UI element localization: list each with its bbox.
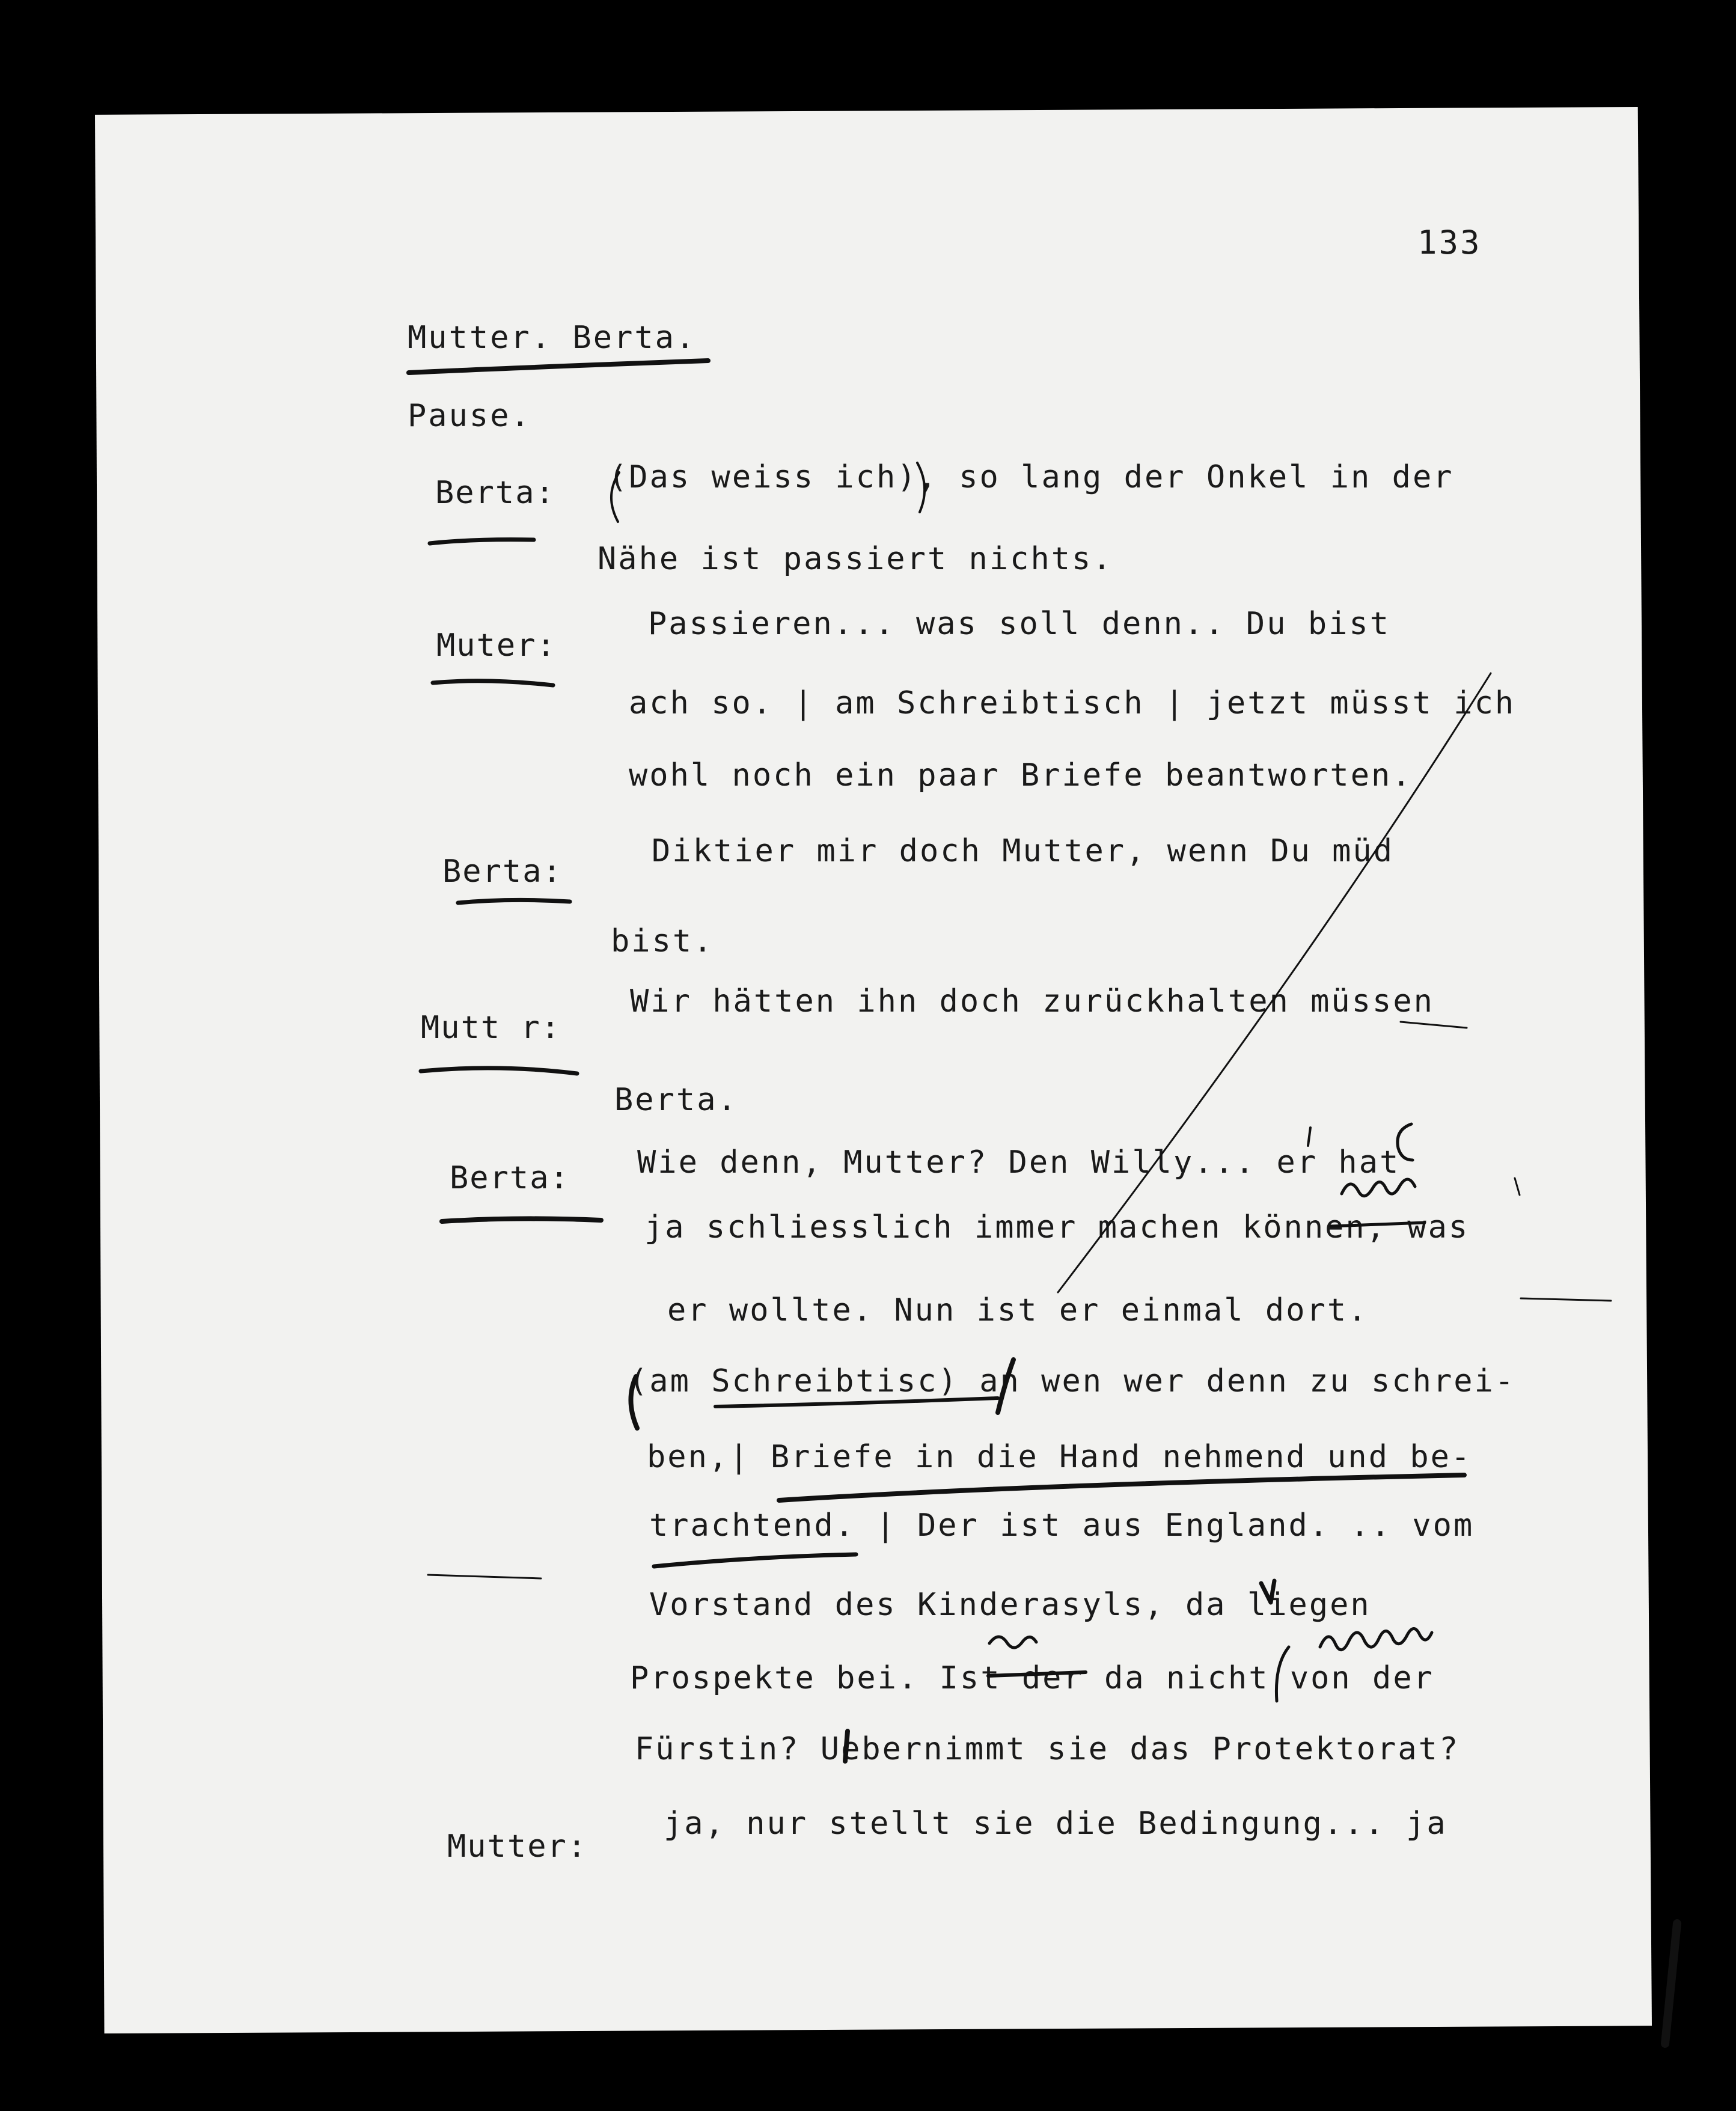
dialogue-line: Passieren... was soll denn.. Du bist [648,606,1391,642]
dialogue-line: Nähe ist passiert nichts. [598,541,1113,577]
dialogue-line: bist. [611,923,714,959]
dialogue-line: Wie denn, Mutter? Den Willy... er hat [637,1144,1401,1181]
dialogue-line: wohl noch ein paar Briefe beantworten. [629,757,1413,793]
dialogue-line: Diktier mir doch Mutter, wenn Du müd [652,833,1395,869]
dialogue-line: Prospekte bei. Ist der da nicht von der [630,1660,1434,1696]
speaker-label: Berta: [442,854,563,890]
speaker-label: Mutter: [447,1828,588,1865]
page-edge [1665,1923,1677,2044]
dialogue-line: Berta. [614,1082,738,1118]
speaker-label: Muter: [436,628,557,664]
speaker-label: Berta: [435,475,555,511]
dialogue-line: er wollte. Nun ist er einmal dort. [667,1292,1369,1328]
stage-direction-characters: Mutter. Berta. [408,320,697,356]
dialogue-line: ach so. | am Schreibtisch | jetzt müsst ich [629,685,1516,721]
dialogue-line: Fürstin? Uebernimmt sie das Protektorat? [635,1731,1460,1767]
stage-direction-line: ben,| Briefe in die Hand nehmend und be- [647,1439,1472,1475]
speaker-label: Berta: [450,1160,570,1196]
stage-direction-pause: Pause. [408,398,531,434]
dialogue-line: (Das weiss ich), so lang der Onkel in der [608,459,1454,495]
dialogue-line: ja, nur stellt sie die Bedingung... ja [664,1806,1447,1842]
dialogue-line: Wir hätten ihn doch zurückhalten müssen [630,983,1434,1019]
dialogue-line: trachtend. | Der ist aus England. .. vom [649,1508,1475,1544]
page-number: 133 [1417,224,1482,261]
dialogue-line: ja schliesslich immer machen können, was [644,1209,1470,1245]
dialogue-line: Vorstand des Kinderasyls, da liegen [649,1587,1371,1623]
stage-direction-line: (am Schreibtisc) an wen wer denn zu schrei- [629,1363,1516,1399]
speaker-label: Mutt r: [421,1010,561,1046]
